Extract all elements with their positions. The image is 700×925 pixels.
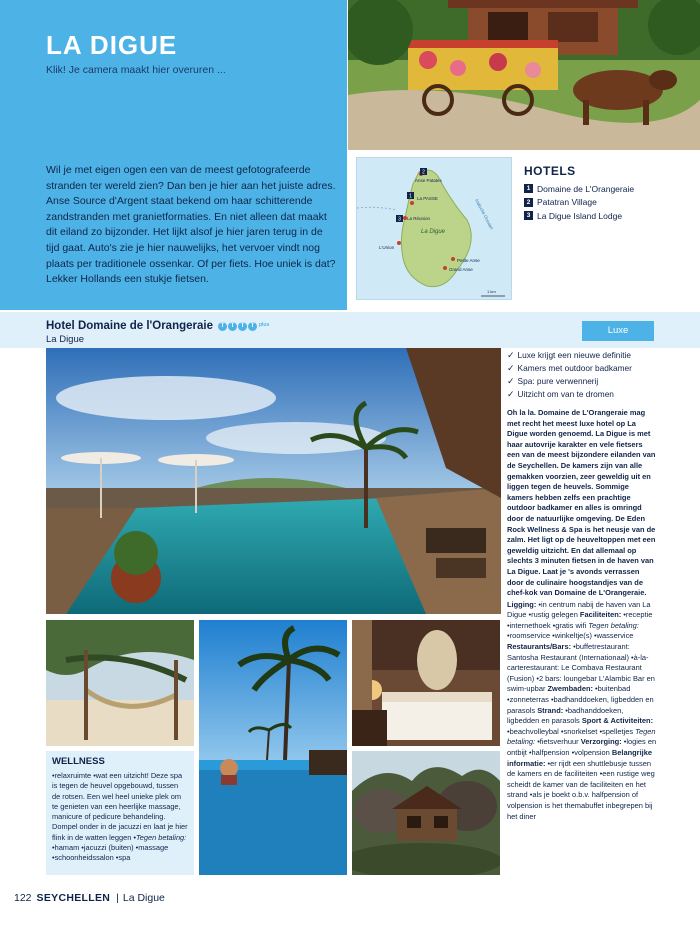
facility-label: Belangrijke informatie: bbox=[507, 748, 652, 768]
facility-text: •badhanddoeken, ligbedden en parasols bbox=[507, 705, 624, 726]
rating-t-icon: T bbox=[248, 322, 257, 331]
highlight-item bbox=[507, 349, 657, 362]
hotel-details-column bbox=[507, 349, 657, 876]
footer-region: La Digue bbox=[122, 892, 165, 904]
facility-label: Ligging: bbox=[507, 599, 537, 609]
wellness-box bbox=[46, 751, 194, 875]
wellness-title: WELLNESS bbox=[52, 756, 105, 767]
facility-label: Zwembaden: bbox=[547, 684, 593, 694]
facility-italic: Tegen betaling: bbox=[507, 726, 656, 747]
facility-text: •buitenbad •zonneterras •badhanddoeken, ligbedden en parasols bbox=[507, 684, 654, 715]
map-label-l-union: L'Union bbox=[379, 245, 395, 250]
hotels-box-title: HOTELS bbox=[524, 164, 576, 178]
wellness-text-italic: •Tegen betaling: bbox=[133, 832, 187, 842]
facility-text: •beachvolleybal •snorkelset •spelletjes bbox=[507, 726, 636, 736]
page-footer bbox=[14, 892, 165, 904]
wellness-text-main: •relaxruimte •wat een uitzicht! Deze spa is tegen de heuvel opgebouwd, tussen de rotsen. Een wel heel unieke plek om te genieten van een heerlijke massage, manicure of pedicure behandeling. Dompel onder in de jacuzzi en laat je hier flink in de watten leggen bbox=[52, 771, 188, 842]
facility-label: Verzorging: bbox=[580, 737, 622, 747]
pool-photo bbox=[46, 348, 501, 614]
facility-label: Sport & Activiteiten: bbox=[581, 716, 654, 726]
map-scale-label: 1 km bbox=[487, 289, 496, 294]
facility-label: Strand: bbox=[537, 705, 564, 715]
intro-text: Wil je met eigen ogen een van de meest gefotografeerde stranden ter wereld zien? Dan ben je hier aan het juiste adres. Anse Source d'Argent staat bekend om haar schitterende zandstranden met granietformaties. En niet alleen dat maakt dit eiland zo bijzonder. Het lijkt alsof je hier jaren terug in de tijd gaat. Auto's zie je hier nauwelijks, het vervoer vindt nog plaats per traditionele ossenkar. Of per fiets. Hoe uniek is dat? Lekker Hollands een stukje fietsen. bbox=[46, 164, 336, 286]
rating-t-icon: T bbox=[238, 322, 247, 331]
hotel-description: Oh la la. Domaine de L'Orangeraie mag met recht het meest luxe hotel op La Digue worden genoemd. La Digue is met haar autovrije karakter en vele fietsers een van de meest bijzondere eilanden van de Seychellen. De kamers zijn van alle gemakken voorzien, zeer geweldig uit en liggen tegen de heuvels. Sommige kamers hebben zelfs een prachtige outdoor badkamer en alles is omringd door de natuurlijke omgeving. De Eden Rock Wellness & Spa is het neusje van de zalm. Het ligt op de heuveltoppen met een geweldig uitzicht. En dat allemaal op slechts 3 minuten fietsen in de haven van La Digue. Laat je 's avonds verrassen door de culinaire hoogstandjes van de chef-kok van Domaine de L'Orangeraie. bbox=[507, 408, 656, 598]
map-label-la-reunion: La Réunion bbox=[407, 216, 431, 221]
hotel-number-badge: 2 bbox=[524, 198, 533, 207]
hammock-photo bbox=[46, 620, 194, 746]
hotels-list-item bbox=[524, 196, 634, 210]
map-label-ocean: Indische Oceaan bbox=[474, 198, 495, 231]
footer-separator: | bbox=[116, 892, 119, 904]
map-marker-3: 3 bbox=[398, 216, 401, 223]
facility-label: Restaurants/Bars: bbox=[507, 642, 572, 652]
hotel-number-badge: 3 bbox=[524, 211, 533, 220]
ox-cart-photo bbox=[348, 0, 700, 150]
bedroom-photo bbox=[352, 620, 500, 746]
facilities-text bbox=[507, 600, 657, 876]
page-title: LA DIGUE bbox=[46, 30, 178, 60]
highlight-text: Uitzicht om van te dromen bbox=[517, 389, 614, 399]
map-marker-1: 1 bbox=[409, 193, 412, 200]
rating-t-icon: T bbox=[218, 322, 227, 331]
wellness-text bbox=[52, 771, 188, 864]
wellness-text-extra: •hamam •jacuzzi (buiten) •massage •schoonheidssalon •spa bbox=[52, 843, 169, 863]
hotel-name-row bbox=[46, 320, 269, 332]
rating-stars bbox=[218, 322, 269, 331]
facility-text: •er rijdt een shuttlebusje tussen de kamers en de faciliteiten •een rustige weg scheidt de kamer van de faciliteiten en het strand •als je boekt o.b.v. halfpension of volpension is het themabuffet inbegrepen bij het diner bbox=[507, 758, 655, 821]
hotel-location: La Digue bbox=[46, 334, 85, 345]
granite-rocks-photo bbox=[352, 751, 500, 875]
map-label-anse-patates: Anse Patates bbox=[415, 178, 442, 183]
facility-text: •logies en ontbijt •halfpension •volpension bbox=[507, 737, 657, 757]
page-number: 122 bbox=[14, 892, 32, 904]
hotel-list-name: Patatran Village bbox=[537, 197, 597, 208]
page-subtitle: Klik! Je camera maakt hier overuren ... bbox=[46, 64, 226, 76]
footer-country: SEYCHELLEN bbox=[36, 892, 111, 904]
highlights-list bbox=[507, 349, 657, 401]
map-label-grand-anse: Grand Anse bbox=[449, 267, 473, 272]
island-map bbox=[356, 157, 512, 300]
facility-italic: Tegen betaling: bbox=[588, 620, 639, 630]
check-icon: ✓ bbox=[507, 350, 515, 360]
facility-text: •in centrum nabij de haven van La Digue •rustig gelegen bbox=[507, 599, 651, 620]
map-label-la-passe: La PASSE bbox=[417, 196, 438, 201]
facility-text: •fietsverhuur bbox=[535, 737, 579, 747]
rating-plus-label: plus bbox=[258, 321, 270, 328]
check-icon: ✓ bbox=[507, 389, 515, 399]
check-icon: ✓ bbox=[507, 363, 515, 373]
category-badge: Luxe bbox=[582, 321, 654, 341]
facility-text: •receptie •internethoek •gratis wifi bbox=[507, 610, 653, 630]
check-icon: ✓ bbox=[507, 376, 515, 386]
highlight-item bbox=[507, 388, 657, 401]
highlight-text: Luxe krijgt een nieuwe definitie bbox=[517, 350, 632, 360]
map-label-la-digue: La Digue bbox=[421, 229, 446, 235]
highlight-text: Spa: pure verwennerij bbox=[517, 376, 599, 386]
hotel-list-name: Domaine de L'Orangeraie bbox=[537, 183, 635, 194]
hotel-name: Hotel Domaine de l'Orangeraie bbox=[46, 320, 213, 332]
highlight-text: Kamers met outdoor badkamer bbox=[517, 363, 632, 373]
hotels-list-item bbox=[524, 209, 634, 223]
hotels-list-item bbox=[524, 182, 634, 196]
highlight-item bbox=[507, 375, 657, 388]
map-marker-2: 2 bbox=[422, 169, 425, 176]
highlight-item bbox=[507, 362, 657, 375]
map-label-petite-anse: Petite Anse bbox=[457, 258, 480, 263]
infinity-pool-photo bbox=[199, 620, 347, 875]
hotels-list bbox=[524, 182, 634, 223]
facility-text: •buffetrestaurant: Santosha Restaurant (Internationaal) •à-la-carterestaurant: Le Combava Restaurant (Fusion) •2 bars: loungebar L'Alambic Bar en swim-upbar bbox=[507, 642, 655, 694]
facility-label: Faciliteiten: bbox=[579, 610, 622, 620]
facility-text: •roomservice •winkeltje(s) •wasservice bbox=[507, 631, 634, 641]
hotel-list-name: La Digue Island Lodge bbox=[537, 210, 623, 221]
rating-t-icon: T bbox=[228, 322, 237, 331]
hotel-number-badge: 1 bbox=[524, 184, 533, 193]
